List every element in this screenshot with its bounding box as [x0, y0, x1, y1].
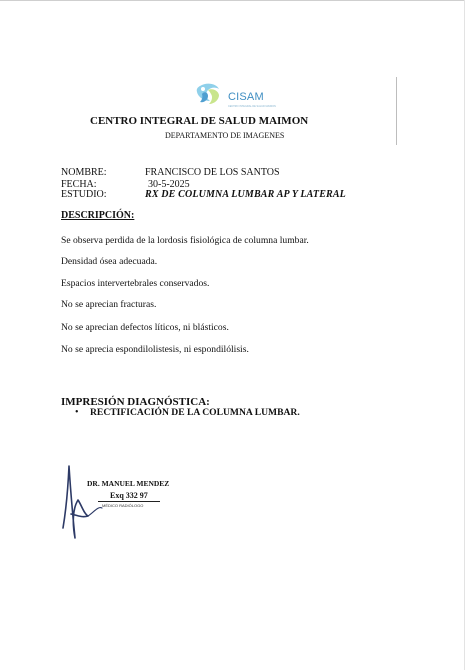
- logo-tagline: CENTRO INTEGRAL DE SALUD MAIMON: [228, 105, 276, 108]
- bullet-icon: •: [75, 407, 79, 418]
- finding-line: No se aprecia espondilolistesis, ni espondilólisis.: [61, 344, 249, 355]
- physician-name: DR. MANUEL MENDEZ: [87, 479, 170, 488]
- study-label: ESTUDIO:: [61, 189, 107, 200]
- physician-title: MÉDICO RADIÓLOGO: [102, 503, 144, 508]
- impression-item: [61, 407, 300, 418]
- impression-heading: IMPRESIÓN DIAGNÓSTICA:: [61, 396, 210, 408]
- finding-line: No se aprecian fracturas.: [61, 299, 157, 310]
- impression-text: RECTIFICACIÓN DE LA COLUMNA LUMBAR.: [90, 407, 300, 418]
- page-top-edge: [0, 0, 465, 1]
- date-value: 30-5-2025: [148, 179, 190, 190]
- study-value: RX DE COLUMNA LUMBAR AP Y LATERAL: [145, 189, 346, 200]
- impression-list: [61, 407, 300, 418]
- header-divider: [396, 77, 397, 145]
- logo-wordmark: CISAM: [228, 91, 264, 103]
- date-label: FECHA:: [61, 179, 97, 190]
- finding-line: Densidad ósea adecuada.: [61, 256, 158, 267]
- finding-line: No se aprecian defectos líticos, ni blásticos.: [61, 322, 229, 333]
- cisam-logo: [192, 82, 276, 108]
- institution-name: CENTRO INTEGRAL DE SALUD MAIMON: [90, 115, 309, 127]
- patient-name-label: NOMBRE:: [61, 167, 107, 178]
- finding-line: Se observa perdida de la lordosis fisiológica de columna lumbar.: [61, 235, 309, 246]
- finding-line: Espacios intervertebrales conservados.: [61, 278, 210, 289]
- description-heading: DESCRIPCIÓN:: [61, 210, 135, 221]
- logo-emblem-icon: [192, 82, 228, 108]
- physician-license: Exq 332 97: [110, 491, 148, 500]
- patient-name-value: FRANCISCO DE LOS SANTOS: [145, 167, 280, 178]
- signature-line: [98, 501, 160, 502]
- signature-block: [60, 462, 180, 544]
- department-name: DEPARTAMENTO DE IMAGENES: [165, 131, 285, 140]
